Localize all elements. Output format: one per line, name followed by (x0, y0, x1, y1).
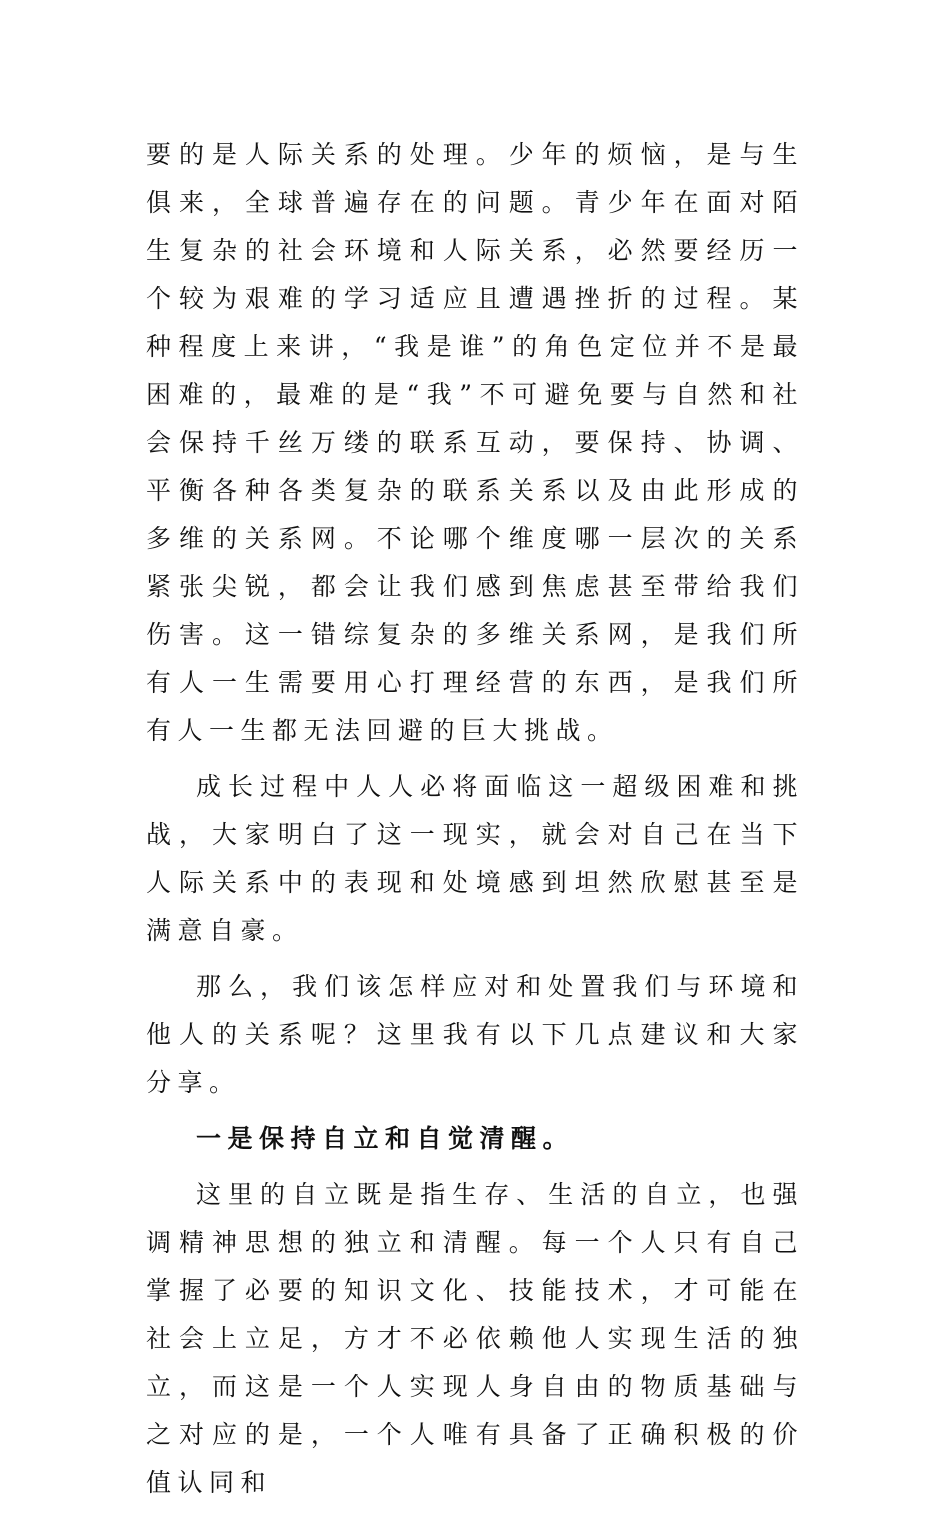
document-body (146, 131, 804, 1515)
section-heading: 一是保持自立和自觉清醒。 (196, 1124, 575, 1153)
paragraph-2: 成长过程中人人必将面临这一超级困难和挑战，大家明白了这一现实，就会对自己在当下人际关系中的表现和处境感到坦然欣慰甚至是满意自豪。 (146, 772, 804, 945)
paragraph-4: 这里的自立既是指生存、生活的自立，也强调精神思想的独立和清醒。每一个人只有自己掌握了必要的知识文化、技能技术，才可能在社会上立足，方才不必依赖他人实现生活的独立，而这是一个人实现人身自由的物质基础与之对应的是，一个人唯有具备了正确积极的价值认同和 (146, 1180, 804, 1497)
paragraph-1: 要的是人际关系的处理。少年的烦恼，是与生俱来，全球普遍存在的问题。青少年在面对陌生复杂的社会环境和人际关系，必然要经历一个较为艰难的学习适应且遭遇挫折的过程。某种程度上来讲，“我是谁”的角色定位并不是最困难的，最难的是“我”不可避免要与自然和社会保持千丝万缕的联系互动，要保持、协调、平衡各种各类复杂的联系关系以及由此形成的多维的关系网。不论哪个维度哪一层次的关系紧张尖锐，都会让我们感到焦虑甚至带给我们伤害。这一错综复杂的多维关系网，是我们所有人一生需要用心打理经营的东西，是我们所有人一生都无法回避的巨大挑战。 (146, 140, 804, 745)
paragraph-3: 那么，我们该怎样应对和处置我们与环境和他人的关系呢？这里我有以下几点建议和大家分享。 (146, 972, 804, 1097)
